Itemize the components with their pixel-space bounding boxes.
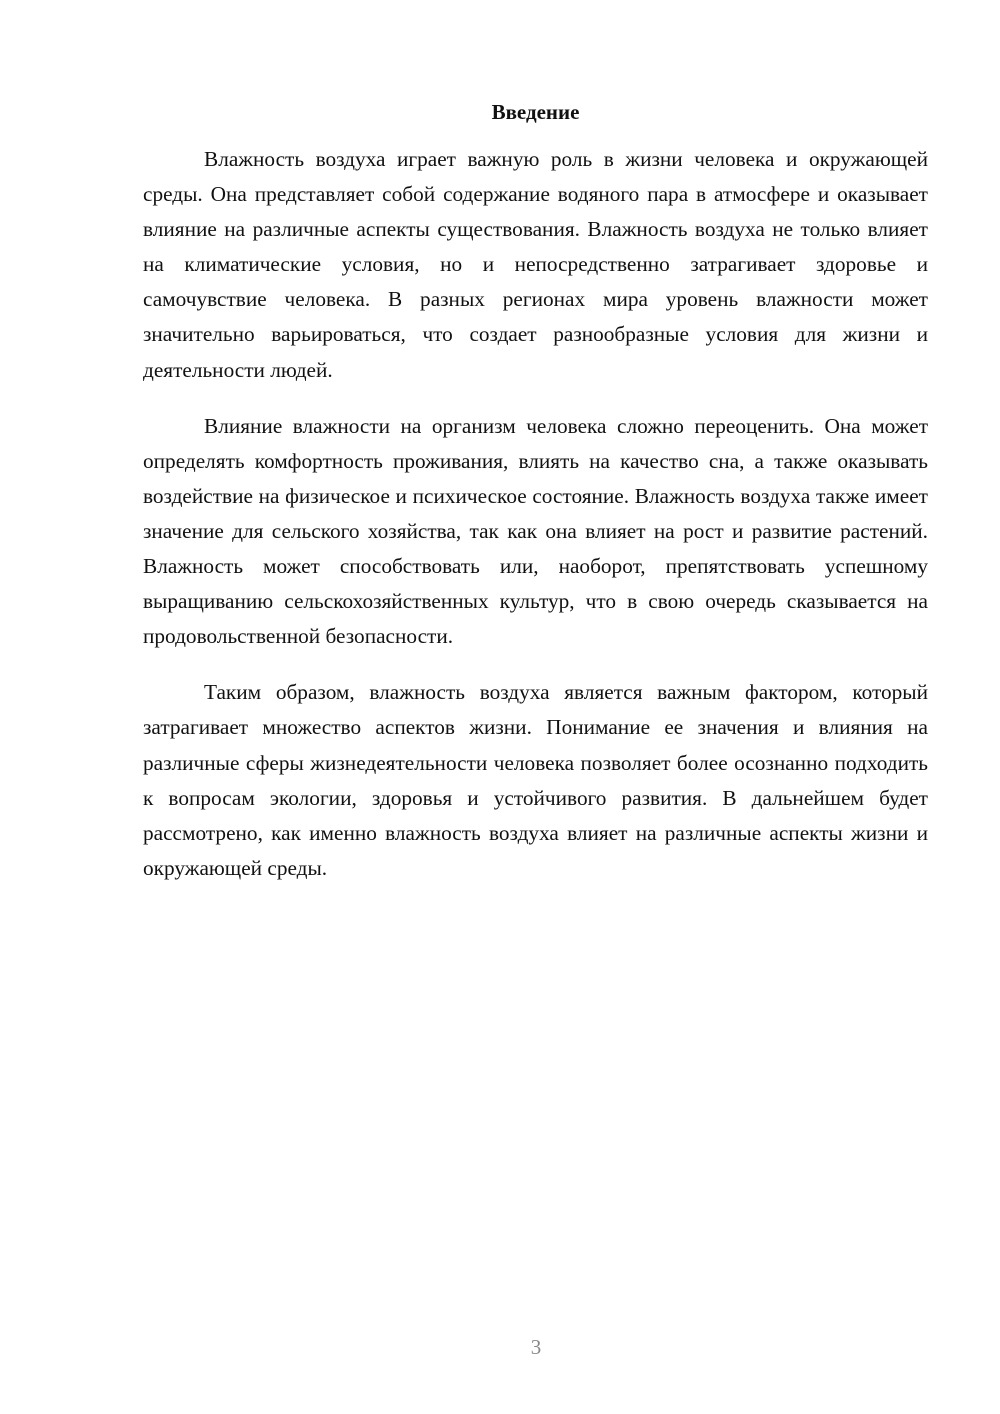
paragraph-1: Влажность воздуха играет важную роль в жизни человека и окружающей среды. Она представляет собой содержание водяного пара в атмосфере и оказывает влияние на различные аспекты существования. Влажность воздуха не только влияет на климатические условия, но и непосредственно затрагивает здоровье и самочувствие человека. В разных регионах мира уровень влажности может значительно варьироваться, что создает разнообразные условия для жизни и деятельности людей. (143, 147, 928, 382)
paragraph-3: Таким образом, влажность воздуха является важным фактором, который затрагивает множество аспектов жизни. Понимание ее значения и влияния на различные сферы жизнедеятельности человека позволяет более осознанно подходить к вопросам экологии, здоровья и устойчивого развития. В дальнейшем будет рассмотрено, как именно влажность воздуха влияет на различные аспекты жизни и окружающей среды. (143, 680, 928, 880)
page-number: 3 (530, 1335, 542, 1359)
body-text (143, 142, 928, 907)
section-heading: Введение (491, 100, 580, 124)
paragraph-2: Влияние влажности на организм человека сложно переоценить. Она может определять комфортность проживания, влиять на качество сна, а также оказывать воздействие на физическое и психическое состояние. Влажность воздуха также имеет значение для сельского хозяйства, так как она влияет на рост и развитие растений. Влажность может способствовать или, наоборот, препятствовать успешному выращиванию сельскохозяйственных культур, что в свою очередь сказывается на продовольственной безопасности. (143, 413, 928, 649)
